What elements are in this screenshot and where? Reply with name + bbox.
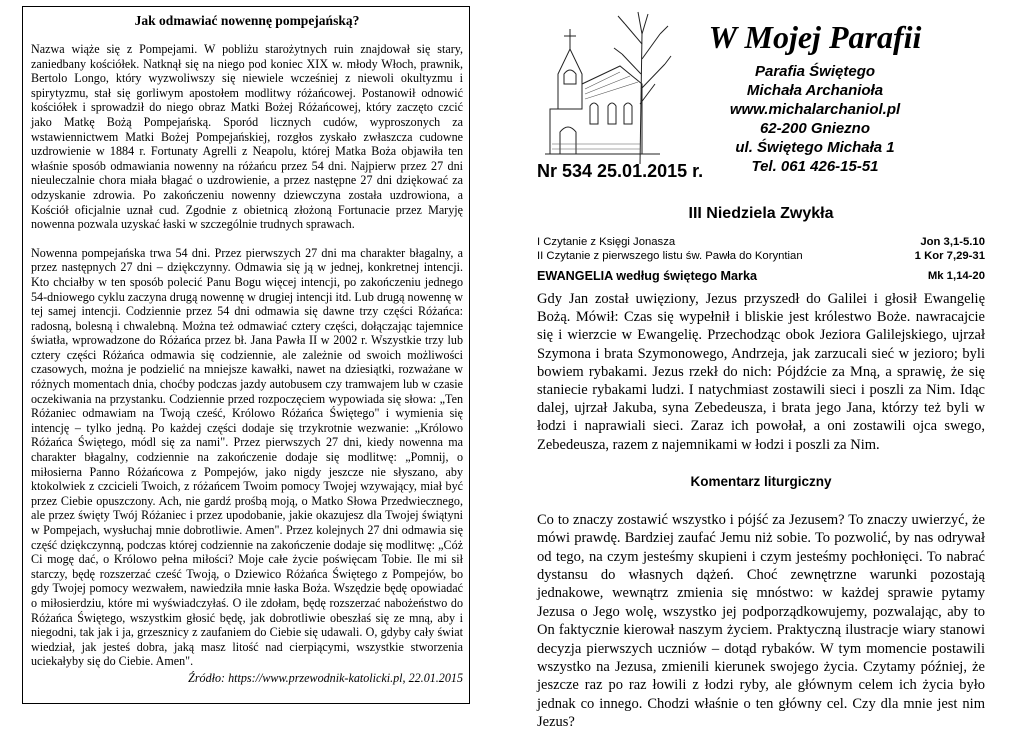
parish-street: ul. Świętego Michała 1 xyxy=(735,139,895,156)
parish-name-line1: Parafia Świętego xyxy=(754,63,876,80)
parish-phone: Tel. 061 426-15-51 xyxy=(751,158,879,175)
article-source: Źródło: https://www.przewodnik-katolicki.pl, 22.01.2015 xyxy=(188,670,463,685)
reading-ref: 1 Kor 7,29-31 xyxy=(914,250,985,262)
liturgy-section xyxy=(537,200,985,732)
reading-ref: Jon 3,1-5.10 xyxy=(920,236,985,248)
reading-label: I Czytanie z Księgi Jonasza xyxy=(537,236,676,248)
commentary-text: Co to znaczy zostawić wszystko i pójść za Jezusem? To znaczy uwierzyć, że mówi prawdę. Bardziej zaufać Jemu niż sobie. To pozwolić, by nas odrywał od tego, na czym jesteśmy skupieni i czym jesteśmy pochłonięci. To nabrać dystansu do własnych dążeń. Choć zewnętrzne warunki pozostają jednakowe, wewnątrz zmienia się mnóstwo: w każdej sprawie pytamy Jezusa o Jego wolę, wszystko jej podporządkowujemy, pozwalając, aby to On faktycznie kierował naszym życiem. Praktyczną ilustracje wiary stanowi decyzja pierwszych uczniów – dotąd rybaków. W tym momencie postawili wszystko na Jezusa, zmienili kierunek swojego życia. Czytamy później, że jeszcze raz po raz łowili z łodzi ryby, ale głównym celem ich życia było jednak co innego. Chodzi właśnie o ten główny cel. Czy dla mnie jest nim Jezus? xyxy=(537,511,985,731)
article-paragraph: Nowenna pompejańska trwa 54 dni. Przez pierwszych 27 dni ma charakter błagalny, a przez następnych 27 dni – dziękczynny. Odmawia się ją w jednej, konkretnej intencji. Kto chciałby w ten sposób polecić Panu Bogu więcej intencji, po zakończeniu jednego 54-dniowego cyklu zaczyna drugą nowennę w drugiej intencji itd. Lub drugą nowennę w tej samej intencji. Codziennie przez 54 dni odmawia się dawne trzy części Różańca: radosną, bolesną i chwalebną. Można też odmawiać cztery części, dołączając tajemnice światła, wprowadzone do Różańca przez bł. Jana Pawła II w 2002 r. Wszystkie trzy lub cztery części Różańca odmawia się codziennie, ale zależnie od swoich możliwości czasowych, można je podzielić na mniejsze kawałki, nawet na dziesiątki, rozważane w różnych momentach dnia, choćby podczas jazdy autobusem czy tramwajem lub w czasie oczekiwania na przystanku. Codziennie przed rozpoczęciem wypowiada się słowa: „Ten Różaniec odmawiam na Twoją cześć, Królowo Różańca Świętego" i wymienia się intencję – tylko jedną. Po każdej części dodaje się trzykrotnie wezwanie: „Królowo Różańca Świętego, módl się za nami". Przez pierwszych 27 dni, kiedy nowenna ma charakter błagalny, codziennie na zakończenie dodaje się modlitwę: „Pomnij, o miłosierna Panno Różańcowa z Pompejów, jako nigdy jeszcze nie słyszano, aby ktokolwiek z czcicieli Twoich, z różańcem Twoim pomocy Twojej wzywający, miał być przez Ciebie opuszczony. Ach, nie gardź prośbą moją, o Matko Słowa Przedwiecznego, ale przez święty Twój Różaniec i przez upodobanie, jakie okazujesz dla Twojej świątyni w Pompejach, wysłuchaj mnie dobrotliwie. Amen". Przez kolejnych 27 dni odmawia się część dziękczynną, podczas której codziennie na zakończenie dodaje się modlitwę: „Cóż Ci mogę dać, o Królowo pełna miłości? Moje całe życie poświęcam Tobie. Ile mi sił starczy, będę rozszerzać cześć Twoją, o Dziewico Różańca Świętego z Pompejów, bo gdy Twojej pomocy wezwałem, nawiedziła mnie łaska Boża. Wszędzie będę opowiadać o miłosierdziu, które mi wyświadczyłaś. O ile zdołam, będę rozszerzać nabożeństwo do Różańca Świętego, wszystkim głosić będę, jak dobrotliwie obeszłaś się ze mną, aby i niegodni, tak jak i ja, grzesznicy z zaufaniem do Ciebie się udawali. O, gdyby cały świat wiedział, jak jesteś dobra, jaką masz litość nad cierpiącymi, wszystkie stworzenia uciekałyby się do Ciebie. Amen". xyxy=(31,245,463,669)
parish-postal: 62-200 Gniezno xyxy=(759,120,871,137)
gospel-text: Gdy Jan został uwięziony, Jezus przyszedł do Galilei i głosił Ewangelię Bożą. Mówił: Czas się wypełnił i bliskie jest królestwo Boże. nawracajcie się i wierzcie w Ewangelię. Przechodząc obok Jeziora Galilejskiego, ujrzał Szymona i brata Szymonowego, Andrzeja, jak zarzucali sieć w jezioro; byli bowiem rybakami. Jezus rzekł do nich: Pójdźcie za Mną, a sprawię, że się staniecie rybakami ludzi. I natychmiast zostawili sieci i poszli za Nim. Idąc dalej, ujrzał Jakuba, syna Zebedeusza, i brata jego Jana, którzy też byli w łodzi i naprawiali sieci. Zaraz ich powołał, a oni zostawili ojca swego, Zebedeusza, razem z najemnikami w łodzi i poszli za Nim. xyxy=(537,291,985,453)
issue-number-date: Nr 534 25.01.2015 r. xyxy=(537,161,704,181)
reading-1 xyxy=(537,235,985,249)
commentary-title: Komentarz liturgiczny xyxy=(690,473,832,489)
gospel-label: EWANGELIA według świętego Marka xyxy=(537,269,757,283)
reading-label: II Czytanie z pierwszego listu św. Pawła do Koryntian xyxy=(537,250,803,262)
reading-2 xyxy=(537,249,985,263)
article-paragraph: Nazwa wiąże się z Pompejami. W pobliżu starożytnych ruin znajdował się stary, zaniedbany kościółek. Natknął się na niego pod koniec XIX w. młody Włoch, prawnik, Bertolo Longo, który wyzwoliwszy się niewiele wcześniej z niewoli okultyzmu i spirytyzmu, stał się gorliwym apostołem modlitwy różańcowej. Postanowił odnowić kościółek i sprowadził do niego obraz Matki Bożej Różańcowej, który zaczęto czcić jako Matkę Bożą Pompejańską. Sporód licznych cudów, wyproszonych za wstawiennictwem Matki Bożej Pompejańskiej, rozgłos zyskało zwłaszcza cudowne uzdrowienie w 1884 r. Fortunaty Agrelli z Neapolu, której Matka Boża objawiła ten właśnie sposób odmawiania nowenny na różańcu przez 54 dni. Najpierw przez 27 dni nieuleczalnie chora miała błagać o uzdrowienie, a przez następne 27 dni dziękować za odzyskanie zdrowia. Po zakończeniu nowenny dziewczyna została uzdrowiona, a Kościół oficjalnie uznał cud. Zgodnie z obietnicą złożoną Fortunacie przez Maryję nowenna pozwala uzyskać łaski w szczególnie trudnych sprawach. xyxy=(31,42,463,232)
novena-article xyxy=(22,6,470,704)
newsletter-title: W Mojej Parafii xyxy=(708,19,922,55)
church-illustration xyxy=(530,4,672,164)
parish-name-line2: Michała Archanioła xyxy=(746,82,884,99)
masthead xyxy=(690,20,940,176)
gospel-heading xyxy=(537,268,985,284)
article-title: Jak odmawiać nowennę pompejańską? xyxy=(134,13,360,28)
gospel-ref: Mk 1,14-20 xyxy=(927,270,985,282)
parish-website: www.michalarchaniol.pl xyxy=(729,101,901,118)
sunday-title: III Niedziela Zwykła xyxy=(688,205,834,222)
